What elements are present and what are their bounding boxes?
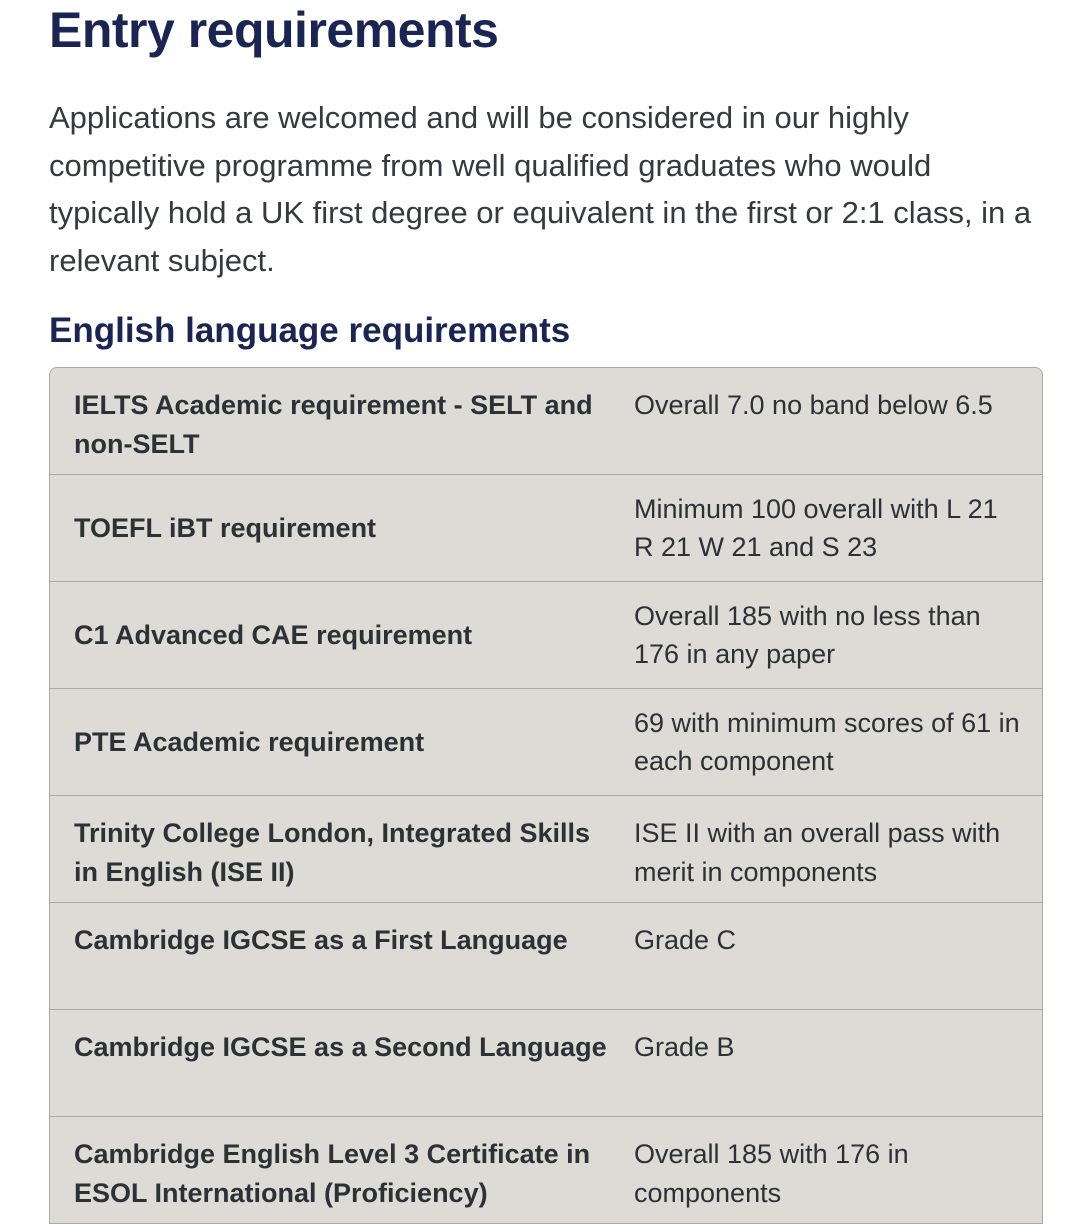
test-requirement: Minimum 100 overall with L 21 R 21 W 21 and S 23 — [634, 493, 998, 562]
test-requirement: ISE II with an overall pass with merit in components — [634, 818, 1001, 887]
table-row — [50, 902, 1042, 1009]
test-name: C1 Advanced CAE requirement — [74, 619, 473, 650]
table-row — [50, 688, 1042, 795]
test-name: Cambridge English Level 3 Certificate in ESOL International (Proficiency) — [74, 1139, 591, 1208]
table-row — [50, 795, 1042, 902]
test-requirement: Grade B — [634, 1032, 735, 1062]
test-requirement: 69 with minimum scores of 61 in each component — [634, 707, 1020, 776]
table-row — [50, 581, 1042, 688]
test-name: Trinity College London, Integrated Skills in English (ISE II) — [74, 818, 591, 887]
table-row — [50, 368, 1042, 474]
test-name: Cambridge IGCSE as a Second Language — [74, 1032, 607, 1062]
test-name: IELTS Academic requirement - SELT and non-SELT — [74, 390, 593, 459]
test-requirement: Grade C — [634, 925, 737, 955]
table-row — [50, 1009, 1042, 1116]
test-requirement: Overall 185 with no less than 176 in any paper — [634, 600, 981, 669]
table-row — [50, 1116, 1042, 1223]
table-row — [50, 474, 1042, 581]
test-name: TOEFL iBT requirement — [74, 512, 377, 543]
test-name: PTE Academic requirement — [74, 726, 425, 757]
english-requirements-heading: English language requirements — [49, 311, 571, 350]
english-requirements-table — [49, 367, 1043, 1224]
test-requirement: Overall 185 with 176 in components — [634, 1139, 909, 1208]
intro-paragraph: Applications are welcomed and will be considered in our highly competitive programme from well qualified graduates who would typically hold a UK first degree or equivalent in the first or 2:1 class, in a relevant subject. — [49, 100, 1032, 278]
test-requirement: Overall 7.0 no band below 6.5 — [634, 390, 993, 420]
page-title: Entry requirements — [49, 2, 499, 58]
test-name: Cambridge IGCSE as a First Language — [74, 925, 568, 955]
